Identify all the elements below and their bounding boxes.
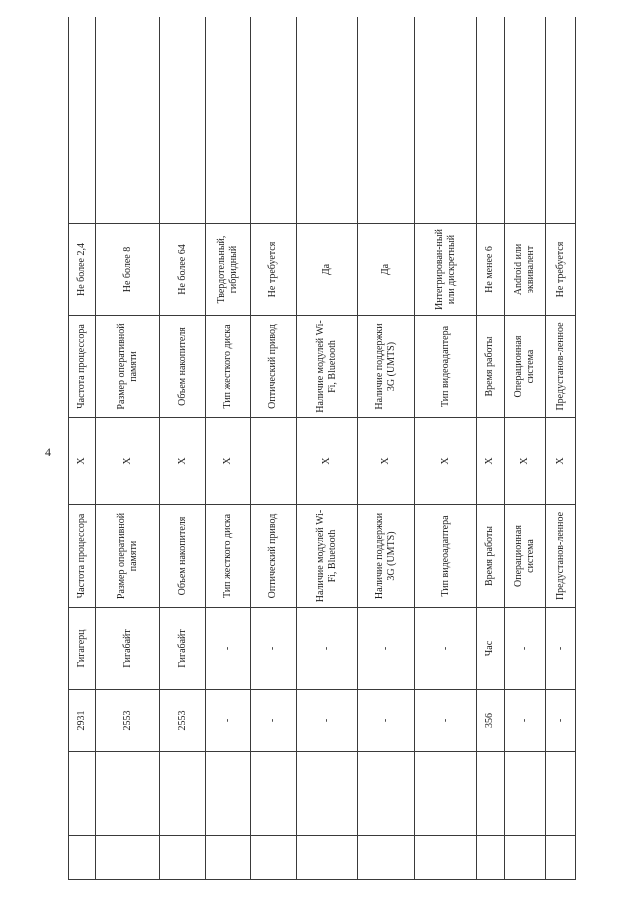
unit-cell: - [358,608,415,690]
table-row [250,17,296,880]
code-cell: - [250,690,296,752]
mark-cell: Х [159,418,205,505]
blank-col-b [476,752,505,836]
code-cell: 2931 [69,690,96,752]
specification-table [68,17,576,880]
blank-col-a [546,836,576,880]
page-number: 4 [45,445,51,459]
requirement-value-cell: Не более 64 [159,224,205,316]
mark-cell [250,418,296,505]
requirement-value-cell: Интегрирован-ный или дискретный [415,224,476,316]
unit-cell: - [505,608,546,690]
table-row [96,17,159,880]
characteristic-name-repeat-cell: Тип видеоадаптера [415,316,476,418]
blank-col-b [415,752,476,836]
blank-col-b [505,752,546,836]
blank-col-c [206,17,250,224]
unit-cell: - [250,608,296,690]
blank-col-a [505,836,546,880]
blank-col-c [69,17,96,224]
mark-cell: Х [358,418,415,505]
mark-cell: Х [69,418,96,505]
mark-cell: Х [297,418,358,505]
unit-cell: - [546,608,576,690]
table-row [159,17,205,880]
blank-col-c [358,17,415,224]
characteristic-name-cell: Частота процессора [69,505,96,608]
characteristic-name-cell: Наличие поддержки 3G (UMTS) [358,505,415,608]
blank-col-b [250,752,296,836]
mark-cell: Х [476,418,505,505]
table-body [69,17,576,880]
table-row [546,17,576,880]
table-row [297,17,358,880]
table-row [358,17,415,880]
blank-col-a [297,836,358,880]
requirement-value-cell: Да [297,224,358,316]
requirement-value-cell: Android или эквивалент [505,224,546,316]
requirement-value-cell: Не более 8 [96,224,159,316]
mark-cell: Х [546,418,576,505]
rotated-table-container [68,17,576,880]
characteristic-name-repeat-cell: Время работы [476,316,505,418]
blank-col-a [476,836,505,880]
code-cell: - [546,690,576,752]
blank-col-a [69,836,96,880]
unit-cell: Гигабайт [96,608,159,690]
table-row [476,17,505,880]
blank-col-a [415,836,476,880]
mark-cell: Х [96,418,159,505]
unit-cell: Гигагерц [69,608,96,690]
characteristic-name-repeat-cell: Частота процессора [69,316,96,418]
blank-col-b [159,752,205,836]
characteristic-name-cell: Предустанов-ленное [546,505,576,608]
characteristic-name-cell: Оптический привод [250,505,296,608]
characteristic-name-repeat-cell: Объем накопителя [159,316,205,418]
blank-col-b [297,752,358,836]
unit-cell: - [297,608,358,690]
blank-col-b [69,752,96,836]
blank-col-c [415,17,476,224]
mark-cell: Х [206,418,250,505]
unit-cell: Гигабайт [159,608,205,690]
requirement-value-cell: Твердотельный, гибридный [206,224,250,316]
characteristic-name-repeat-cell: Оптический привод [250,316,296,418]
requirement-value-cell: Да [358,224,415,316]
blank-col-a [250,836,296,880]
characteristic-name-repeat-cell: Размер оперативной памяти [96,316,159,418]
blank-col-c [505,17,546,224]
characteristic-name-cell: Тип жесткого диска [206,505,250,608]
blank-col-c [476,17,505,224]
code-cell: 356 [476,690,505,752]
code-cell: 2553 [96,690,159,752]
characteristic-name-cell: Тип видеоадаптера [415,505,476,608]
code-cell: - [505,690,546,752]
characteristic-name-repeat-cell: Предустанов-ленное [546,316,576,418]
unit-cell: Час [476,608,505,690]
table-row [415,17,476,880]
table-row [69,17,96,880]
blank-col-c [546,17,576,224]
characteristic-name-repeat-cell: Тип жесткого диска [206,316,250,418]
characteristic-name-repeat-cell: Наличие поддержки 3G (UMTS) [358,316,415,418]
blank-col-a [159,836,205,880]
requirement-value-cell: Не требуется [250,224,296,316]
characteristic-name-cell: Наличие модулей Wi-Fi, Bluetooth [297,505,358,608]
characteristic-name-repeat-cell: Операционная система [505,316,546,418]
blank-col-b [96,752,159,836]
requirement-value-cell: Не менее 6 [476,224,505,316]
characteristic-name-cell: Объем накопителя [159,505,205,608]
characteristic-name-cell: Время работы [476,505,505,608]
blank-col-c [297,17,358,224]
table-row [206,17,250,880]
blank-col-b [206,752,250,836]
characteristic-name-repeat-cell: Наличие модулей Wi-Fi, Bluetooth [297,316,358,418]
code-cell: 2553 [159,690,205,752]
blank-col-b [358,752,415,836]
characteristic-name-cell: Размер оперативной памяти [96,505,159,608]
blank-col-a [96,836,159,880]
blank-col-b [546,752,576,836]
blank-col-c [250,17,296,224]
unit-cell: - [206,608,250,690]
code-cell: - [415,690,476,752]
requirement-value-cell: Не требуется [546,224,576,316]
table-row [505,17,546,880]
blank-col-c [159,17,205,224]
requirement-value-cell: Не более 2,4 [69,224,96,316]
code-cell: - [358,690,415,752]
unit-cell: - [415,608,476,690]
characteristic-name-cell: Операционная система [505,505,546,608]
blank-col-c [96,17,159,224]
mark-cell: Х [505,418,546,505]
blank-col-a [206,836,250,880]
code-cell: - [297,690,358,752]
mark-cell: Х [415,418,476,505]
code-cell: - [206,690,250,752]
blank-col-a [358,836,415,880]
